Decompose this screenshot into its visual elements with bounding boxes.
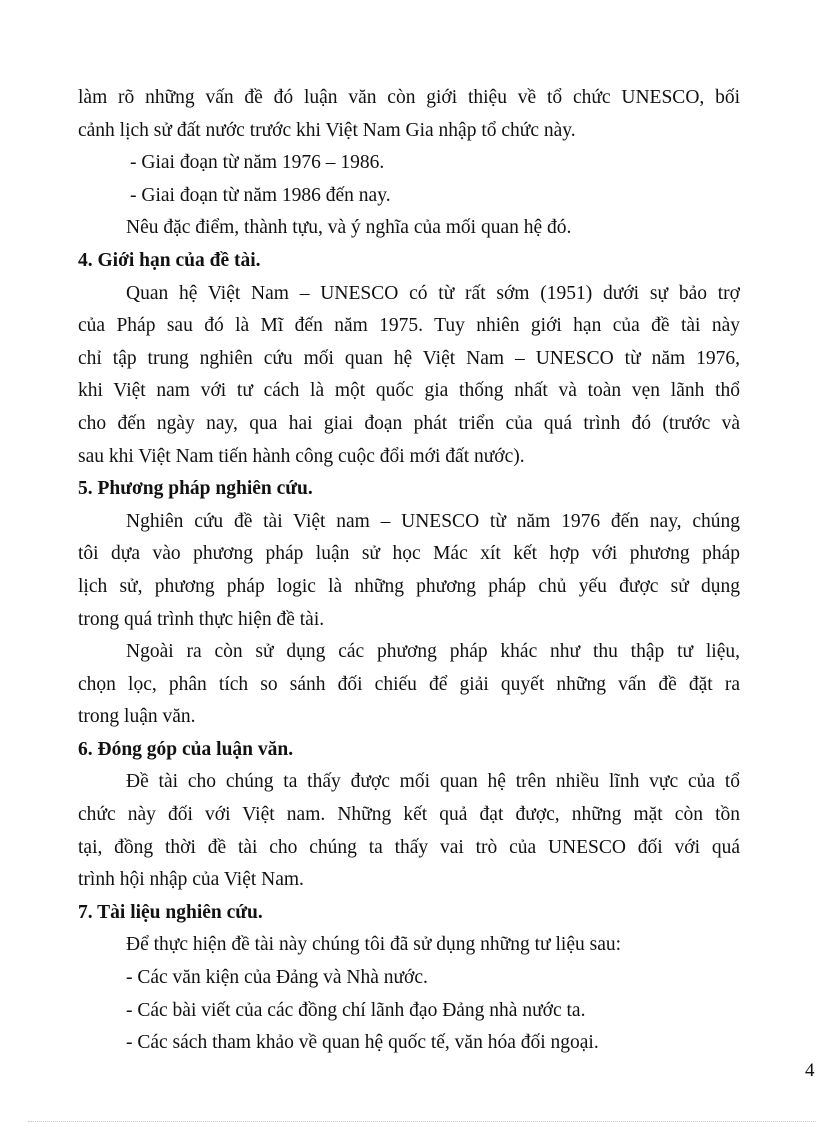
- paragraph-line: Nghiên cứu đề tài Việt nam – UNESCO từ năm 1976 đến nay, chúng: [126, 510, 740, 532]
- footer-divider: [28, 1121, 816, 1122]
- paragraph-line: tôi dựa vào phương pháp luận sử học Mác xít kết hợp với phương pháp: [78, 543, 740, 565]
- paragraph-line: Quan hệ Việt Nam – UNESCO có từ rất sớm (1951) dưới sự bảo trợ: [126, 282, 740, 304]
- paragraph-line: chọn lọc, phân tích so sánh đối chiếu để giải quyết những vấn đề đặt ra: [78, 673, 740, 695]
- period-item: - Giai đoạn từ năm 1986 đến nay.: [130, 184, 391, 206]
- paragraph-line: tại, đồng thời đề tài cho chúng ta thấy vai trò của UNESCO đối với quá: [78, 836, 740, 858]
- paragraph-line: của Pháp sau đó là Mĩ đến năm 1975. Tuy nhiên giới hạn của đề tài này: [78, 315, 740, 337]
- paragraph-line: sau khi Việt Nam tiến hành công cuộc đổi mới đất nước).: [78, 445, 525, 467]
- paragraph-line: trình hội nhập của Việt Nam.: [78, 869, 304, 891]
- section-heading: 7. Tài liệu nghiên cứu.: [78, 901, 263, 923]
- section-heading: 5. Phương pháp nghiên cứu.: [78, 478, 313, 500]
- paragraph-line: Ngoài ra còn sử dụng các phương pháp khác như thu thập tư liệu,: [126, 641, 740, 663]
- section-heading: 6. Đóng góp của luận văn.: [78, 738, 294, 760]
- paragraph-line: trong luận văn.: [78, 706, 196, 728]
- paragraph-line: cho đến ngày nay, qua hai giai đoạn phát triển của quá trình đó (trước và: [78, 412, 740, 434]
- page-number: 4: [805, 1060, 815, 1081]
- paragraph-line: cảnh lịch sử đất nước trước khi Việt Nam Gia nhập tổ chức này.: [78, 119, 576, 141]
- paragraph-line: chỉ tập trung nghiên cứu mối quan hệ Việt Nam – UNESCO từ năm 1976,: [78, 347, 740, 369]
- paragraph-line: Đề tài cho chúng ta thấy được mối quan hệ trên nhiều lĩnh vực của tổ: [126, 771, 740, 793]
- reference-item: - Các văn kiện của Đảng và Nhà nước.: [126, 967, 428, 989]
- paragraph-line: Để thực hiện đề tài này chúng tôi đã sử dụng những tư liệu sau:: [126, 934, 622, 956]
- reference-item: - Các sách tham khảo về quan hệ quốc tế, văn hóa đối ngoại.: [126, 1032, 599, 1054]
- paragraph-line: chức này đối với Việt nam. Những kết quả đạt được, những mặt còn tồn: [78, 804, 740, 826]
- paragraph-line: lịch sử, phương pháp logic là những phương pháp chủ yếu được sử dụng: [78, 575, 740, 597]
- page-body: [78, 82, 740, 1060]
- period-item: - Giai đoạn từ năm 1976 – 1986.: [130, 152, 385, 174]
- paragraph-line: khi Việt nam với tư cách là một quốc gia thống nhất và toàn vẹn lãnh thổ: [78, 380, 740, 402]
- section-heading: 4. Giới hạn của đề tài.: [78, 249, 261, 271]
- reference-item: - Các bài viết của các đồng chí lãnh đạo Đảng nhà nước ta.: [126, 999, 586, 1021]
- paragraph-line: Nêu đặc điểm, thành tựu, và ý nghĩa của mối quan hệ đó.: [126, 217, 572, 239]
- paragraph-line: làm rõ những vấn đề đó luận văn còn giới thiệu về tổ chức UNESCO, bối: [78, 87, 740, 108]
- paragraph-line: trong quá trình thực hiện đề tài.: [78, 608, 325, 630]
